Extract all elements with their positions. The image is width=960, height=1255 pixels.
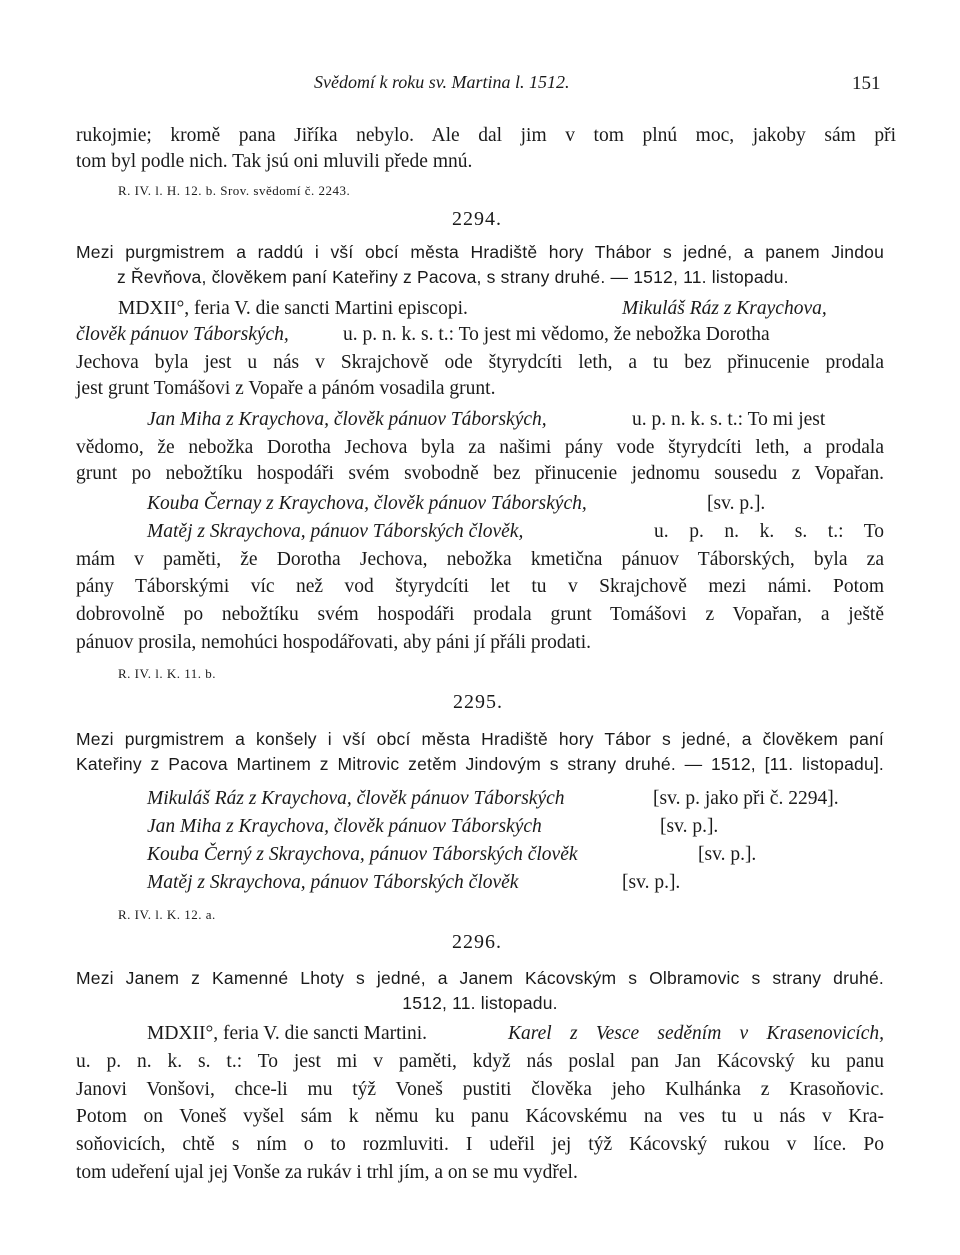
record-rubric: Mezi purgmistrem a raddú i vší obcí města Hradiště hory Thábor s jedné, a panem Jindou [76, 242, 884, 262]
record-number: 2296. [452, 931, 502, 953]
witness-name: Matěj z Skraychova, pánuov Táborských člověk, [147, 521, 524, 542]
text-line: mám v paměti, že Dorotha Jechova, nebožka kmetična pánuov Táborských, byla za [76, 549, 884, 570]
text-line: tom byl podle nich. Tak jsú oni mluvili přede mnú. [76, 151, 473, 172]
text-line: vědomo, že nebožka Dorotha Jechova byla za našimi pány vode štyrydcíti leth, a prodala [76, 437, 884, 458]
witness-name: Matěj z Skraychova, pánuov Táborských člověk [147, 872, 519, 893]
record-rubric: Mezi purgmistrem a konšely i vší obcí města Hradiště hory Tábor s jedné, a člověkem paní [76, 729, 884, 749]
archival-reference: R. IV. l. H. 12. b. Srov. svědomí č. 2243. [118, 183, 351, 198]
text-line: jest grunt Tomášovi z Vopaře a pánóm vosadila grunt. [76, 378, 496, 399]
text-line: u. p. n. k. s. t.: To [654, 521, 884, 542]
text-line: [sv. p.]. [660, 816, 719, 837]
witness-name: člověk pánuov Táborských, [76, 324, 289, 345]
text-line: [sv. p. jako při č. 2294]. [653, 788, 839, 809]
witness-name: Kouba Černay z Kraychova, člověk pánuov Táborských, [147, 493, 587, 514]
text-line: pány Táborskými víc než vod štyrydcíti let tu v Skrajchově mezi námi. Potom [76, 576, 884, 597]
record-rubric: 1512, 11. listopadu. [402, 993, 558, 1013]
text-line: MDXII°, feria V. die sancti Martini. [147, 1023, 428, 1044]
text-line: tom udeření ujal jej Vonše za rukáv i trhl jím, a on se mu vydřel. [76, 1162, 578, 1183]
record-number: 2294. [452, 208, 502, 230]
record-rubric: Mezi Janem z Kamenné Lhoty s jedné, a Janem Kácovským s Olbramovic s strany druhé. [76, 968, 884, 988]
text-line: dobrovolně po nebožtíku svém hospodáři prodala grunt Tomášovi z Vopařan, a ještě [76, 604, 884, 625]
witness-name: Jan Miha z Kraychova, člověk pánuov Táborských [147, 816, 542, 837]
text-line: u. p. n. k. s. t.: To jest mi vědomo, že nebožka Dorotha [343, 324, 770, 345]
archival-reference: R. IV. l. K. 12. a. [118, 907, 216, 922]
record-number: 2295. [453, 691, 503, 713]
text-line: [sv. p.]. [707, 493, 766, 514]
running-title: Svědomí k roku sv. Martina l. 1512. [314, 72, 570, 92]
text-line: [sv. p.]. [622, 872, 681, 893]
archival-reference: R. IV. l. K. 11. b. [118, 666, 216, 681]
text-line: rukojmie; kromě pana Jiříka nebylo. Ale dal jim v tom plnú moc, jakoby sám při [76, 125, 896, 146]
record-rubric: Kateřiny z Pacova Martinem z Mitrovic zetěm Jindovým s strany druhé. — 1512, [11. listopadu]. [76, 754, 884, 774]
witness-name: Mikuláš Ráz z Kraychova, člověk pánuov Táborských [147, 788, 565, 809]
text-line: grunt po nebožtíku hospodáři svém svobodně bez přinucenie jednomu sousedu z Vopařan. [76, 463, 884, 484]
page-number: 151 [852, 73, 881, 94]
text-line: Jechova byla jest u nás v Skrajchově ode štyrydcíti leth, a tu bez přinucenie prodala [76, 352, 884, 373]
text-line: MDXII°, feria V. die sancti Martini episcopi. [118, 298, 468, 319]
text-line: [sv. p.]. [698, 844, 757, 865]
witness-name: Karel z Vesce seděním v Krasenovicích, [508, 1023, 884, 1044]
witness-name: Kouba Černý z Skraychova, pánuov Táborských člověk [147, 844, 578, 865]
text-line: pánuov prosila, nemohúci hospodářovati, aby páni jí přáli prodati. [76, 632, 592, 653]
text-line: soňovicích, chtě s ním o to rozmluviti. I udeřil jej týž Kácovský rukou v líce. Po [76, 1134, 884, 1155]
record-rubric: z Řevňova, člověkem paní Kateřiny z Pacova, s strany druhé. — 1512, 11. listopadu. [117, 267, 789, 287]
witness-name: Jan Miha z Kraychova, člověk pánuov Táborských, [147, 409, 547, 430]
text-line: u. p. n. k. s. t.: To mi jest [632, 409, 826, 430]
text-line: Potom on Voneš vyšel sám k němu ku panu Kácovskému na ves tu u nás v Kra- [76, 1106, 884, 1127]
text-line: Janovi Vonšovi, chce-li mu týž Voneš pustiti člověka jeho Kulhánka z Krasoňovic. [76, 1079, 884, 1100]
text-line: u. p. n. k. s. t.: To jest mi v paměti, když nás poslal pan Jan Kácovský ku panu [76, 1051, 884, 1072]
witness-name: Mikuláš Ráz z Kraychova, [622, 298, 827, 319]
